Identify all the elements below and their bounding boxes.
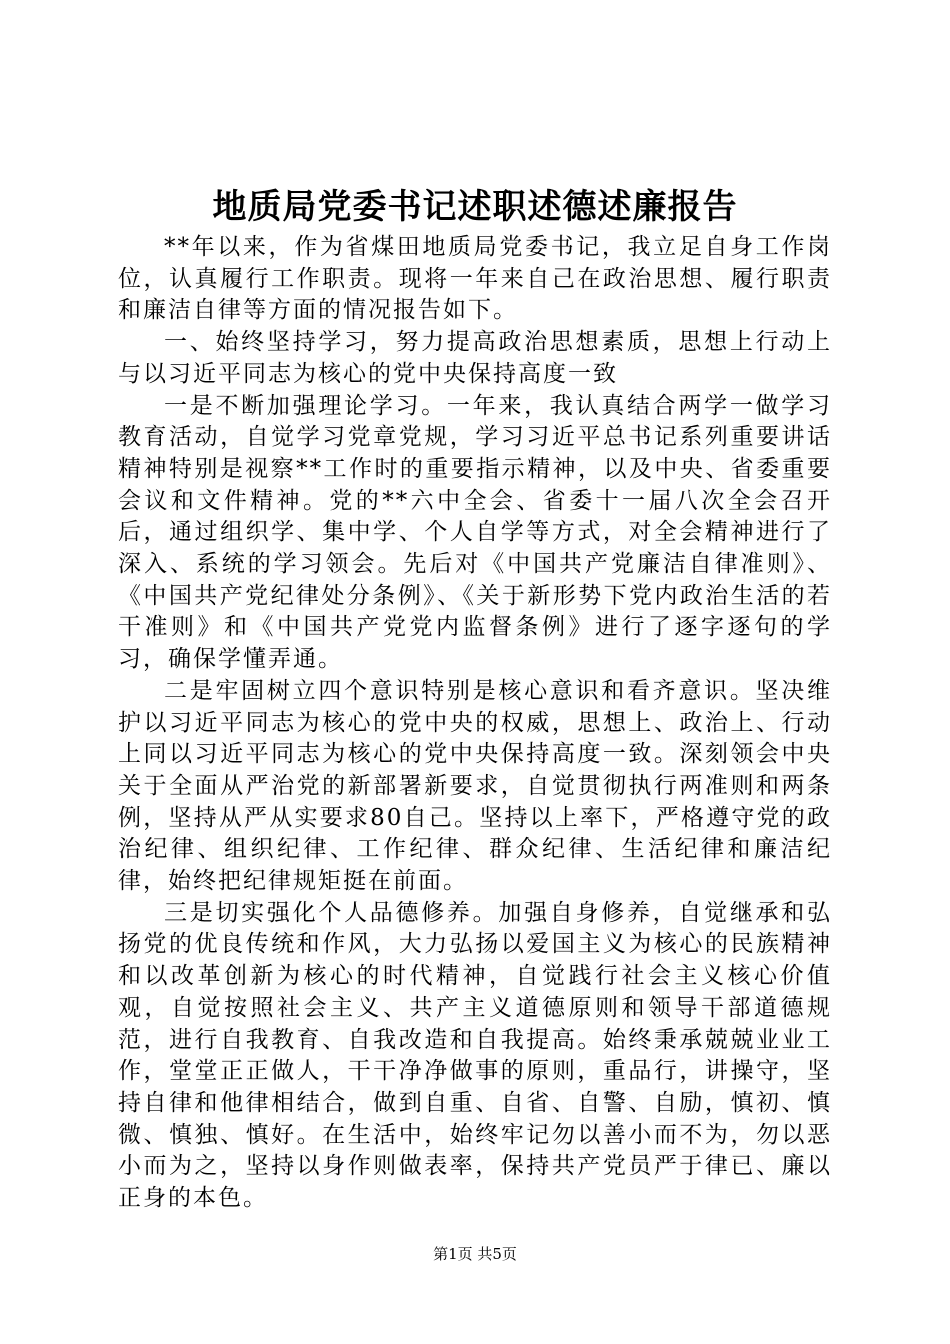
paragraph-theory-study: 一是不断加强理论学习。一年来，我认真结合两学一做学习教育活动，自觉学习党章党规，学习习近平总书记系列重要讲话精神特别是视察**工作时的重要指示精神，以及中央、省委重要会议和文件精神。党的**六中全会、省委十一届八次全会召开后，通过组织学、集中学、个人自学等方式，对全会精神进行了深入、系统的学习领会。先后对《中国共产党廉洁自律准则》、《中国共产党纪律处分条例》、《关于新形势下党内政治生活的若干准则》和《中国共产党党内监督条例》进行了逐字逐句的学习，确保学懂弄通。 — [118, 392, 832, 673]
page-number: 第1页 共5页 — [433, 1245, 517, 1263]
paragraph-section-heading: 一、始终坚持学习，努力提高政治思想素质，思想上行动上与以习近平同志为核心的党中央保持高度一致 — [118, 329, 832, 387]
paragraph-four-consciousness: 二是牢固树立四个意识特别是核心意识和看齐意识。坚决维护以习近平同志为核心的党中央的权威，思想上、政治上、行动上同以习近平同志为核心的党中央保持高度一致。深刻领会中央关于全面从严治党的新部署新要求，自觉贯彻执行两准则和两条例，坚持从严从实要求80自己。坚持以上率下，严格遵守党的政治纪律、组织纪律、工作纪律、群众纪律、生活纪律和廉洁纪律，始终把纪律规矩挺在前面。 — [118, 677, 832, 895]
document-body — [118, 232, 832, 1215]
paragraph-intro: **年以来，作为省煤田地质局党委书记，我立足自身工作岗位，认真履行工作职责。现将一年来自己在政治思想、履行职责和廉洁自律等方面的情况报告如下。 — [118, 234, 832, 324]
document-title: 地质局党委书记述职述德述廉报告 — [212, 187, 738, 227]
paragraph-moral-cultivation: 三是切实强化个人品德修养。加强自身修养，自觉继承和弘扬党的优良传统和作风，大力弘扬以爱国主义为核心的民族精神和以改革创新为核心的时代精神，自觉践行社会主义核心价值观，自觉按照社会主义、共产主义道德原则和领导干部道德规范，进行自我教育、自我改造和自我提高。始终秉承兢兢业业工作，堂堂正正做人，干干净净做事的原则，重品行，讲操守，坚持自律和他律相结合，做到自重、自省、自警、自励，慎初、慎微、慎独、慎好。在生活中，始终牢记勿以善小而不为，勿以恶小而为之，坚持以身作则做表率，保持共产党员严于律已、廉以正身的本色。 — [118, 899, 832, 1212]
